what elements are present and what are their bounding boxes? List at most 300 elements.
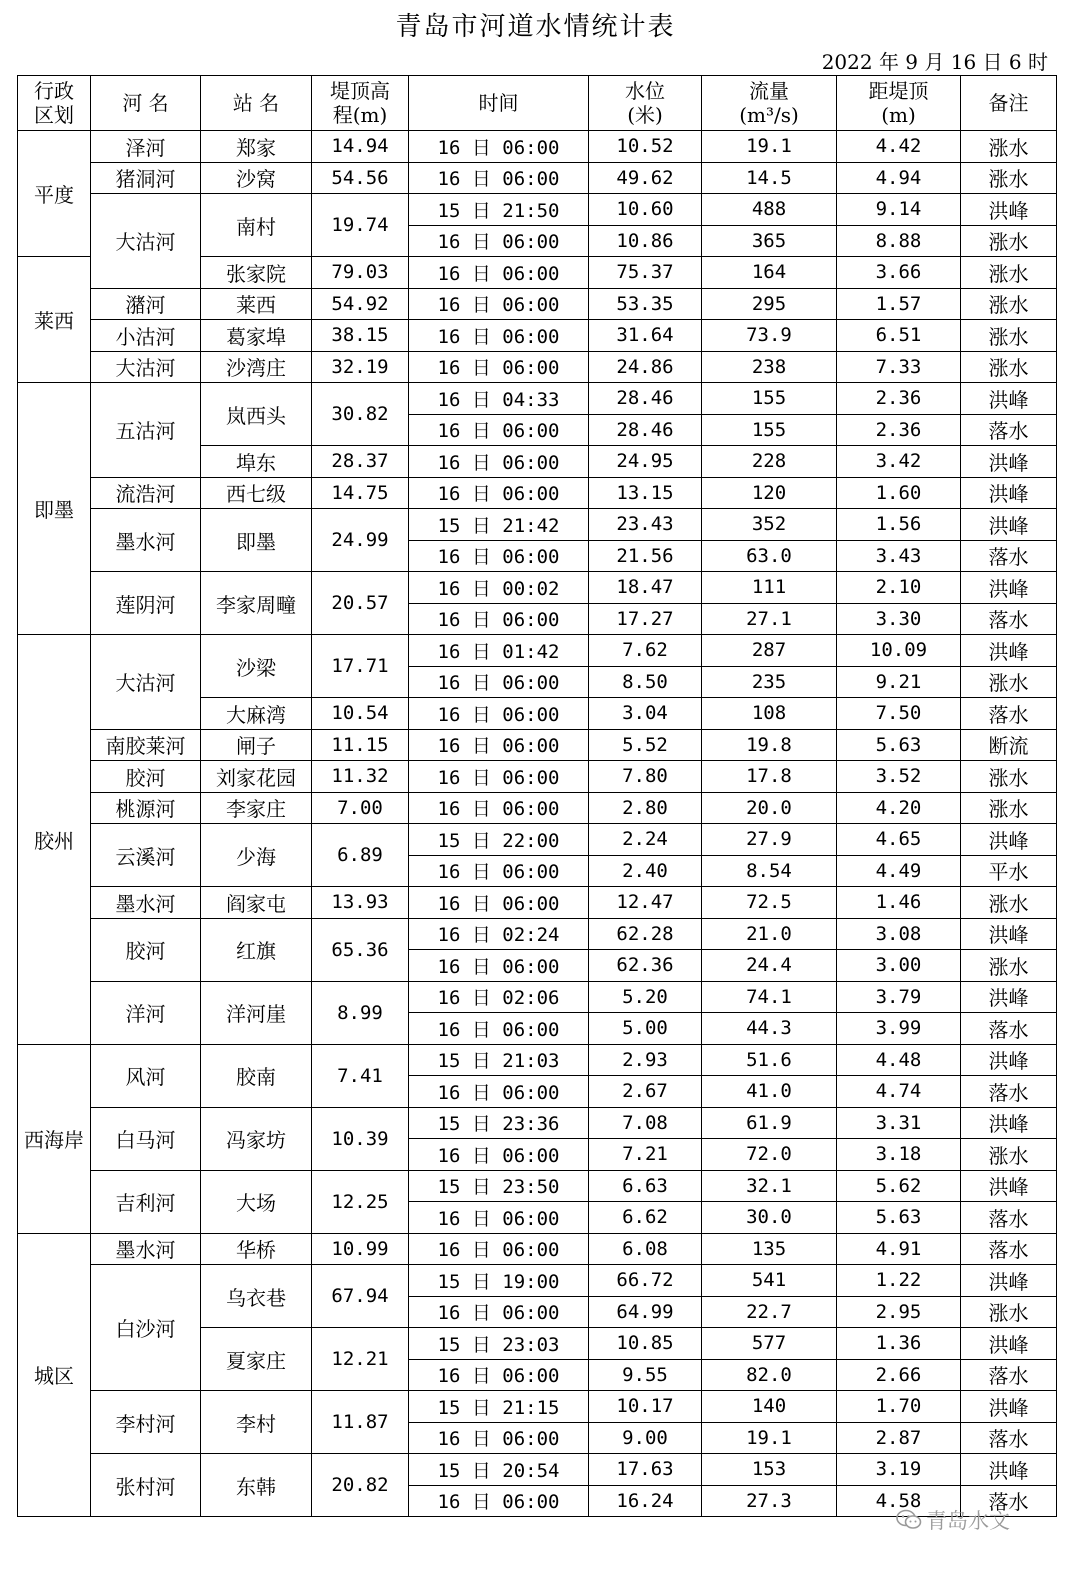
distance-cell: 8.88 (837, 225, 961, 257)
flow-cell: 8.54 (702, 855, 837, 887)
elevation-cell: 6.89 (312, 824, 409, 887)
distance-cell: 6.51 (837, 320, 961, 352)
elevation-cell: 79.03 (312, 257, 409, 289)
flow-cell: 73.9 (702, 320, 837, 352)
flow-cell: 61.9 (702, 1107, 837, 1139)
header-row (18, 76, 1057, 131)
flow-cell: 155 (702, 383, 837, 415)
level-cell: 10.52 (589, 131, 702, 163)
table-row (18, 351, 1057, 383)
note-cell: 洪峰 (961, 1107, 1057, 1139)
level-cell: 6.08 (589, 1233, 702, 1265)
flow-cell: 17.8 (702, 761, 837, 793)
station-cell: 莱西 (201, 288, 312, 320)
time-cell: 15 日 20:54 (409, 1454, 589, 1486)
level-cell: 23.43 (589, 509, 702, 541)
note-cell: 落水 (961, 603, 1057, 635)
time-cell: 16 日 06:00 (409, 1139, 589, 1171)
elevation-cell: 14.94 (312, 131, 409, 163)
level-cell: 2.40 (589, 855, 702, 887)
table-row (18, 635, 1057, 667)
station-cell: 李家庄 (201, 792, 312, 824)
note-cell: 涨水 (961, 320, 1057, 352)
table-row (18, 729, 1057, 761)
flow-cell: 32.1 (702, 1170, 837, 1202)
flow-cell: 108 (702, 698, 837, 730)
distance-cell: 3.08 (837, 918, 961, 950)
table-row (18, 383, 1057, 415)
level-cell: 5.20 (589, 981, 702, 1013)
station-cell: 沙窝 (201, 162, 312, 194)
flow-cell: 235 (702, 666, 837, 698)
time-cell: 15 日 21:03 (409, 1044, 589, 1076)
flow-cell: 153 (702, 1454, 837, 1486)
time-cell: 15 日 23:50 (409, 1170, 589, 1202)
level-cell: 64.99 (589, 1296, 702, 1328)
table-row (18, 1391, 1057, 1423)
flow-cell: 27.1 (702, 603, 837, 635)
table-row (18, 194, 1057, 226)
level-cell: 7.08 (589, 1107, 702, 1139)
level-cell: 49.62 (589, 162, 702, 194)
elevation-cell: 30.82 (312, 383, 409, 446)
distance-cell: 2.87 (837, 1422, 961, 1454)
distance-cell: 3.19 (837, 1454, 961, 1486)
station-cell: 大麻湾 (201, 698, 312, 730)
time-cell: 16 日 06:00 (409, 257, 589, 289)
elevation-cell: 65.36 (312, 918, 409, 981)
level-cell: 53.35 (589, 288, 702, 320)
distance-cell: 4.49 (837, 855, 961, 887)
elevation-cell: 54.92 (312, 288, 409, 320)
level-cell: 5.00 (589, 1013, 702, 1045)
distance-cell: 2.36 (837, 383, 961, 415)
river-cell: 潴河 (91, 288, 201, 320)
elevation-cell: 32.19 (312, 351, 409, 383)
distance-cell: 5.63 (837, 1202, 961, 1234)
flow-cell: 19.1 (702, 131, 837, 163)
table-row (18, 1233, 1057, 1265)
flow-cell: 51.6 (702, 1044, 837, 1076)
header-river: 河 名 (91, 76, 201, 131)
elevation-cell: 20.82 (312, 1454, 409, 1517)
note-cell: 涨水 (961, 950, 1057, 982)
flow-cell: 82.0 (702, 1359, 837, 1391)
river-cell: 桃源河 (91, 792, 201, 824)
station-cell: 大场 (201, 1170, 312, 1233)
station-cell: 即墨 (201, 509, 312, 572)
river-cell: 小沽河 (91, 320, 201, 352)
distance-cell: 1.22 (837, 1265, 961, 1297)
level-cell: 31.64 (589, 320, 702, 352)
level-cell: 10.60 (589, 194, 702, 226)
time-cell: 15 日 23:36 (409, 1107, 589, 1139)
river-cell: 洋河 (91, 981, 201, 1044)
elevation-cell: 24.99 (312, 509, 409, 572)
flow-cell: 27.3 (702, 1485, 837, 1517)
flow-cell: 72.5 (702, 887, 837, 919)
table-row (18, 1265, 1057, 1297)
distance-cell: 3.43 (837, 540, 961, 572)
header-time: 时间 (409, 76, 589, 131)
distance-cell: 7.50 (837, 698, 961, 730)
station-cell: 张家院 (201, 257, 312, 289)
note-cell: 涨水 (961, 288, 1057, 320)
elevation-cell: 12.21 (312, 1328, 409, 1391)
river-cell: 墨水河 (91, 887, 201, 919)
header-flow: 流量 (m³/s) (702, 76, 837, 131)
table-row (18, 572, 1057, 604)
distance-cell: 3.31 (837, 1107, 961, 1139)
table-body (18, 131, 1057, 1517)
region-cell: 胶州 (18, 635, 91, 1045)
header-region: 行政 区划 (18, 76, 91, 131)
flow-cell: 20.0 (702, 792, 837, 824)
station-cell: 刘家花园 (201, 761, 312, 793)
time-cell: 16 日 06:00 (409, 1296, 589, 1328)
distance-cell: 3.79 (837, 981, 961, 1013)
distance-cell: 10.09 (837, 635, 961, 667)
time-cell: 16 日 06:00 (409, 950, 589, 982)
station-cell: 沙湾庄 (201, 351, 312, 383)
note-cell: 涨水 (961, 131, 1057, 163)
flow-cell: 365 (702, 225, 837, 257)
note-cell: 洪峰 (961, 635, 1057, 667)
elevation-cell: 8.99 (312, 981, 409, 1044)
station-cell: 李家周疃 (201, 572, 312, 635)
time-cell: 16 日 01:42 (409, 635, 589, 667)
level-cell: 2.24 (589, 824, 702, 856)
note-cell: 洪峰 (961, 383, 1057, 415)
flow-cell: 21.0 (702, 918, 837, 950)
time-cell: 16 日 06:00 (409, 855, 589, 887)
station-cell: 胶南 (201, 1044, 312, 1107)
header-note: 备注 (961, 76, 1057, 131)
river-cell: 胶河 (91, 918, 201, 981)
elevation-cell: 14.75 (312, 477, 409, 509)
table-row (18, 824, 1057, 856)
table-row (18, 1107, 1057, 1139)
distance-cell: 3.42 (837, 446, 961, 478)
river-cell: 云溪河 (91, 824, 201, 887)
station-cell: 冯家坊 (201, 1107, 312, 1170)
level-cell: 17.63 (589, 1454, 702, 1486)
level-cell: 10.17 (589, 1391, 702, 1423)
level-cell: 6.63 (589, 1170, 702, 1202)
note-cell: 落水 (961, 698, 1057, 730)
flow-cell: 155 (702, 414, 837, 446)
station-cell: 岚西头 (201, 383, 312, 446)
level-cell: 10.85 (589, 1328, 702, 1360)
level-cell: 17.27 (589, 603, 702, 635)
level-cell: 24.95 (589, 446, 702, 478)
river-cell: 南胶莱河 (91, 729, 201, 761)
note-cell: 落水 (961, 540, 1057, 572)
station-cell: 乌衣巷 (201, 1265, 312, 1328)
note-cell: 落水 (961, 414, 1057, 446)
distance-cell: 5.62 (837, 1170, 961, 1202)
note-cell: 涨水 (961, 761, 1057, 793)
note-cell: 涨水 (961, 351, 1057, 383)
note-cell: 落水 (961, 1485, 1057, 1517)
distance-cell: 1.36 (837, 1328, 961, 1360)
note-cell: 洪峰 (961, 824, 1057, 856)
level-cell: 28.46 (589, 383, 702, 415)
elevation-cell: 20.57 (312, 572, 409, 635)
note-cell: 洪峰 (961, 1044, 1057, 1076)
time-cell: 16 日 04:33 (409, 383, 589, 415)
flow-cell: 488 (702, 194, 837, 226)
elevation-cell: 28.37 (312, 446, 409, 478)
station-cell: 红旗 (201, 918, 312, 981)
station-cell: 闸子 (201, 729, 312, 761)
river-cell: 胶河 (91, 761, 201, 793)
river-cell: 流浩河 (91, 477, 201, 509)
station-cell: 南村 (201, 194, 312, 257)
flow-cell: 44.3 (702, 1013, 837, 1045)
flow-cell: 41.0 (702, 1076, 837, 1108)
table-row (18, 792, 1057, 824)
level-cell: 28.46 (589, 414, 702, 446)
distance-cell: 1.46 (837, 887, 961, 919)
table-row (18, 131, 1057, 163)
note-cell: 洪峰 (961, 446, 1057, 478)
note-cell: 涨水 (961, 225, 1057, 257)
level-cell: 5.52 (589, 729, 702, 761)
time-cell: 16 日 06:00 (409, 1485, 589, 1517)
elevation-cell: 7.00 (312, 792, 409, 824)
elevation-cell: 10.39 (312, 1107, 409, 1170)
time-cell: 16 日 06:00 (409, 225, 589, 257)
flow-cell: 19.8 (702, 729, 837, 761)
flow-cell: 352 (702, 509, 837, 541)
distance-cell: 1.56 (837, 509, 961, 541)
flow-cell: 72.0 (702, 1139, 837, 1171)
time-cell: 16 日 06:00 (409, 1422, 589, 1454)
distance-cell: 1.57 (837, 288, 961, 320)
table-row (18, 1454, 1057, 1486)
level-cell: 12.47 (589, 887, 702, 919)
time-cell: 15 日 21:15 (409, 1391, 589, 1423)
river-cell: 张村河 (91, 1454, 201, 1517)
time-cell: 16 日 06:00 (409, 288, 589, 320)
station-cell: 埠东 (201, 446, 312, 478)
level-cell: 3.04 (589, 698, 702, 730)
level-cell: 66.72 (589, 1265, 702, 1297)
distance-cell: 4.42 (837, 131, 961, 163)
time-cell: 15 日 21:50 (409, 194, 589, 226)
note-cell: 落水 (961, 1233, 1057, 1265)
distance-cell: 3.52 (837, 761, 961, 793)
river-cell: 墨水河 (91, 1233, 201, 1265)
region-cell: 莱西 (18, 257, 91, 383)
report-date: 2022 年 9 月 16 日 6 时 (821, 50, 1048, 74)
time-cell: 16 日 06:00 (409, 131, 589, 163)
time-cell: 16 日 06:00 (409, 1013, 589, 1045)
distance-cell: 4.65 (837, 824, 961, 856)
time-cell: 16 日 06:00 (409, 698, 589, 730)
time-cell: 16 日 02:24 (409, 918, 589, 950)
table-row (18, 288, 1057, 320)
level-cell: 18.47 (589, 572, 702, 604)
water-level-table (17, 75, 1057, 1517)
time-cell: 16 日 06:00 (409, 540, 589, 572)
distance-cell: 4.74 (837, 1076, 961, 1108)
elevation-cell: 19.74 (312, 194, 409, 257)
elevation-cell: 11.87 (312, 1391, 409, 1454)
elevation-cell: 17.71 (312, 635, 409, 698)
river-cell: 大沽河 (91, 635, 201, 730)
note-cell: 落水 (961, 1422, 1057, 1454)
distance-cell: 1.70 (837, 1391, 961, 1423)
distance-cell: 3.30 (837, 603, 961, 635)
note-cell: 涨水 (961, 1296, 1057, 1328)
note-cell: 洪峰 (961, 1454, 1057, 1486)
table-row (18, 162, 1057, 194)
region-cell: 城区 (18, 1233, 91, 1517)
time-cell: 15 日 23:03 (409, 1328, 589, 1360)
distance-cell: 1.60 (837, 477, 961, 509)
header-distance: 距堤顶 (m) (837, 76, 961, 131)
river-cell: 泽河 (91, 131, 201, 163)
flow-cell: 63.0 (702, 540, 837, 572)
flow-cell: 135 (702, 1233, 837, 1265)
time-cell: 16 日 06:00 (409, 414, 589, 446)
station-cell: 李村 (201, 1391, 312, 1454)
flow-cell: 14.5 (702, 162, 837, 194)
time-cell: 16 日 06:00 (409, 666, 589, 698)
time-cell: 16 日 06:00 (409, 603, 589, 635)
level-cell: 7.62 (589, 635, 702, 667)
level-cell: 16.24 (589, 1485, 702, 1517)
elevation-cell: 11.32 (312, 761, 409, 793)
level-cell: 7.21 (589, 1139, 702, 1171)
elevation-cell: 7.41 (312, 1044, 409, 1107)
time-cell: 15 日 19:00 (409, 1265, 589, 1297)
flow-cell: 74.1 (702, 981, 837, 1013)
flow-cell: 295 (702, 288, 837, 320)
note-cell: 平水 (961, 855, 1057, 887)
river-cell: 墨水河 (91, 509, 201, 572)
note-cell: 洪峰 (961, 509, 1057, 541)
note-cell: 落水 (961, 1013, 1057, 1045)
river-cell: 大沽河 (91, 351, 201, 383)
station-cell: 少海 (201, 824, 312, 887)
table-row (18, 761, 1057, 793)
distance-cell: 4.48 (837, 1044, 961, 1076)
note-cell: 洪峰 (961, 1170, 1057, 1202)
station-cell: 郑家 (201, 131, 312, 163)
time-cell: 16 日 06:00 (409, 351, 589, 383)
table-row (18, 1170, 1057, 1202)
time-cell: 16 日 02:06 (409, 981, 589, 1013)
elevation-cell: 54.56 (312, 162, 409, 194)
elevation-cell: 10.54 (312, 698, 409, 730)
note-cell: 断流 (961, 729, 1057, 761)
distance-cell: 4.20 (837, 792, 961, 824)
region-cell: 平度 (18, 131, 91, 257)
level-cell: 75.37 (589, 257, 702, 289)
station-cell: 葛家埠 (201, 320, 312, 352)
time-cell: 16 日 06:00 (409, 1233, 589, 1265)
distance-cell: 3.18 (837, 1139, 961, 1171)
river-cell: 白沙河 (91, 1265, 201, 1391)
distance-cell: 4.94 (837, 162, 961, 194)
table-row (18, 918, 1057, 950)
level-cell: 9.55 (589, 1359, 702, 1391)
level-cell: 24.86 (589, 351, 702, 383)
river-cell: 吉利河 (91, 1170, 201, 1233)
time-cell: 16 日 06:00 (409, 477, 589, 509)
time-cell: 16 日 06:00 (409, 446, 589, 478)
note-cell: 洪峰 (961, 477, 1057, 509)
time-cell: 15 日 21:42 (409, 509, 589, 541)
distance-cell: 9.14 (837, 194, 961, 226)
flow-cell: 19.1 (702, 1422, 837, 1454)
time-cell: 16 日 06:00 (409, 1359, 589, 1391)
level-cell: 10.86 (589, 225, 702, 257)
station-cell: 西七级 (201, 477, 312, 509)
note-cell: 落水 (961, 1202, 1057, 1234)
time-cell: 16 日 06:00 (409, 761, 589, 793)
station-cell: 洋河崖 (201, 981, 312, 1044)
note-cell: 落水 (961, 1359, 1057, 1391)
distance-cell: 3.66 (837, 257, 961, 289)
flow-cell: 111 (702, 572, 837, 604)
distance-cell: 9.21 (837, 666, 961, 698)
flow-cell: 541 (702, 1265, 837, 1297)
level-cell: 8.50 (589, 666, 702, 698)
table-row (18, 509, 1057, 541)
station-cell: 华桥 (201, 1233, 312, 1265)
time-cell: 16 日 06:00 (409, 162, 589, 194)
note-cell: 洪峰 (961, 1328, 1057, 1360)
header-elevation: 堤顶高 程(m) (312, 76, 409, 131)
time-cell: 16 日 06:00 (409, 1076, 589, 1108)
distance-cell: 2.95 (837, 1296, 961, 1328)
river-cell: 风河 (91, 1044, 201, 1107)
distance-cell: 3.00 (837, 950, 961, 982)
river-cell: 李村河 (91, 1391, 201, 1454)
note-cell: 洪峰 (961, 1265, 1057, 1297)
level-cell: 62.36 (589, 950, 702, 982)
elevation-cell: 67.94 (312, 1265, 409, 1328)
distance-cell: 4.58 (837, 1485, 961, 1517)
distance-cell: 4.91 (837, 1233, 961, 1265)
flow-cell: 24.4 (702, 950, 837, 982)
flow-cell: 577 (702, 1328, 837, 1360)
watermark (896, 1505, 1010, 1535)
region-cell: 西海岸 (18, 1044, 91, 1233)
note-cell: 洪峰 (961, 194, 1057, 226)
level-cell: 2.67 (589, 1076, 702, 1108)
time-cell: 15 日 22:00 (409, 824, 589, 856)
note-cell: 涨水 (961, 162, 1057, 194)
note-cell: 涨水 (961, 887, 1057, 919)
flow-cell: 228 (702, 446, 837, 478)
level-cell: 9.00 (589, 1422, 702, 1454)
note-cell: 洪峰 (961, 1391, 1057, 1423)
level-cell: 2.93 (589, 1044, 702, 1076)
flow-cell: 164 (702, 257, 837, 289)
note-cell: 洪峰 (961, 981, 1057, 1013)
station-cell: 沙梁 (201, 635, 312, 698)
note-cell: 涨水 (961, 792, 1057, 824)
level-cell: 6.62 (589, 1202, 702, 1234)
flow-cell: 27.9 (702, 824, 837, 856)
time-cell: 16 日 06:00 (409, 729, 589, 761)
table-title: 青岛市河道水情统计表 (395, 12, 676, 42)
